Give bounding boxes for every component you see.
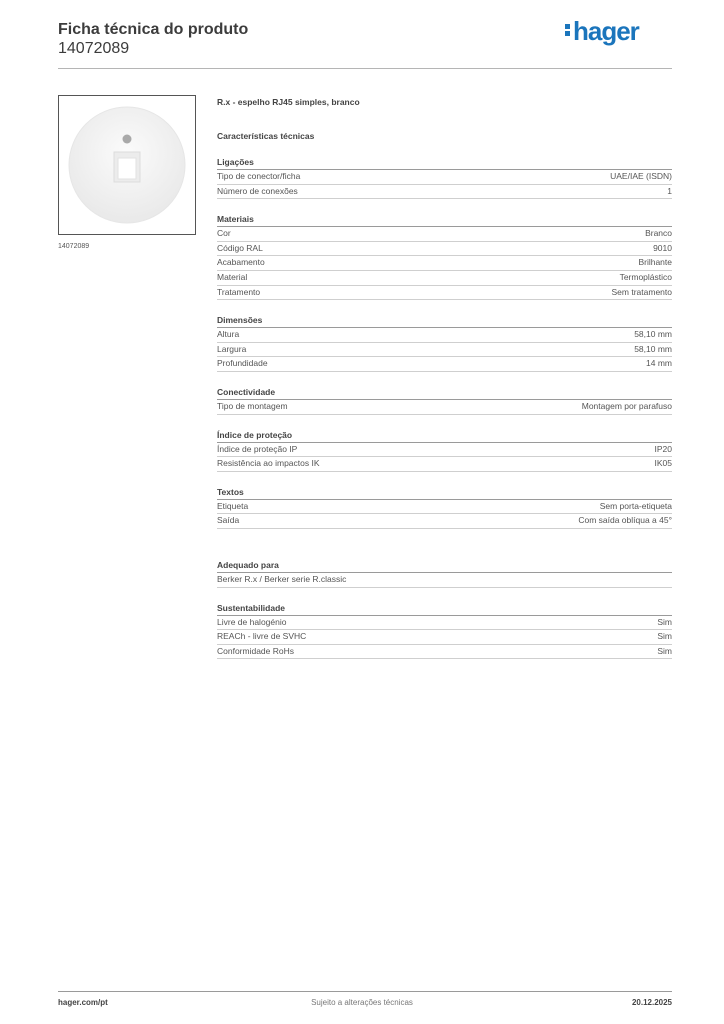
rj45-cover-plate-image: [58, 95, 196, 235]
spec-label: Tratamento: [217, 286, 261, 297]
spec-label: Número de conexões: [217, 185, 298, 196]
section-title: Textos: [217, 486, 672, 500]
spec-row: [217, 286, 672, 301]
spec-value: IK05: [654, 458, 672, 469]
spec-value: 14 mm: [646, 358, 672, 369]
footer-divider: [58, 991, 672, 992]
spec-section: [217, 213, 672, 300]
page-title: Ficha técnica do produto: [58, 21, 249, 38]
spec-row: [217, 271, 672, 286]
spec-row: [217, 514, 672, 529]
section-title: Adequado para: [217, 559, 672, 573]
spec-label: Material: [217, 271, 248, 282]
spec-row: [217, 500, 672, 515]
spec-label: Profundidade: [217, 358, 268, 369]
spec-label: Cor: [217, 228, 231, 239]
spec-row: [217, 357, 672, 372]
spec-row: [217, 343, 672, 358]
spec-label: Acabamento: [217, 257, 265, 268]
product-description: R.x - espelho RJ45 simples, branco: [217, 97, 360, 107]
spec-value: Sim: [657, 616, 672, 627]
spec-value: Sim: [657, 645, 672, 656]
spec-row: [217, 616, 672, 631]
spec-row: [217, 443, 672, 458]
spec-value: Sem tratamento: [611, 286, 672, 297]
spec-value: IP20: [654, 443, 672, 454]
logo-text: hager: [573, 16, 639, 46]
spec-section: [217, 486, 672, 529]
spec-label: Berker R.x / Berker serie R.classic: [217, 573, 347, 584]
spec-section: [217, 602, 672, 660]
spec-value: Sim: [657, 631, 672, 642]
header-divider: [58, 68, 672, 69]
spec-value: Branco: [645, 228, 672, 239]
spec-row: [217, 630, 672, 645]
tech-characteristics-title: Características técnicas: [217, 131, 315, 141]
section-title: Índice de proteção: [217, 429, 672, 443]
spec-value: Brilhante: [638, 257, 672, 268]
spec-row: [217, 645, 672, 660]
spec-row: [217, 573, 672, 588]
spec-section: [217, 559, 672, 588]
spec-row: [217, 170, 672, 185]
section-title: Ligações: [217, 156, 672, 170]
spec-row: [217, 256, 672, 271]
spec-section: [217, 314, 672, 372]
spec-section: [217, 429, 672, 472]
spec-label: Largura: [217, 343, 247, 354]
section-title: Materiais: [217, 213, 672, 227]
spec-value: UAE/IAE (ISDN): [610, 171, 672, 181]
section-title: Sustentabilidade: [217, 602, 672, 616]
spec-label: REACh - livre de SVHC: [217, 631, 307, 642]
spec-label: Conformidade RoHs: [217, 645, 295, 656]
spec-label: Código RAL: [217, 242, 263, 253]
spec-value: 9010: [653, 242, 672, 253]
spec-label: Índice de proteção IP: [217, 443, 298, 454]
spec-row: [217, 328, 672, 343]
spec-row: [217, 457, 672, 472]
cover-plate-icon: [59, 96, 195, 234]
spec-row: [217, 185, 672, 200]
spec-label: Tipo de conector/ficha: [217, 171, 301, 181]
image-caption: 14072089: [58, 243, 90, 250]
spec-label: Tipo de montagem: [217, 400, 288, 411]
spec-label: Etiqueta: [217, 500, 249, 511]
spec-label: Livre de halogénio: [217, 616, 287, 627]
spec-value: Montagem por parafuso: [581, 400, 672, 411]
spec-sections: [217, 156, 672, 659]
spec-section: [217, 156, 672, 199]
spec-value: Sem porta-etiqueta: [599, 500, 672, 511]
spec-label: Altura: [217, 329, 240, 340]
spec-row: [217, 227, 672, 242]
product-code: 14072089: [58, 40, 130, 57]
footer-website: hager.com/pt: [58, 998, 108, 1007]
section-title: Dimensões: [217, 314, 672, 328]
spec-value: 58,10 mm: [634, 343, 672, 354]
logo-dots-icon: [565, 22, 571, 38]
section-title: Conectividade: [217, 386, 672, 400]
footer-notice: Sujeito a alterações técnicas: [311, 998, 413, 1007]
spec-section: [217, 386, 672, 415]
spec-content: [217, 96, 672, 659]
spec-row: [217, 400, 672, 415]
spec-value: 1: [667, 185, 672, 196]
spec-value: Com saída oblíqua a 45°: [578, 515, 672, 526]
spec-label: Saída: [217, 515, 240, 526]
footer-date: 20.12.2025: [631, 998, 672, 1007]
spec-value: 58,10 mm: [634, 329, 672, 340]
spec-label: Resistência ao impactos IK: [217, 458, 320, 469]
spec-row: [217, 242, 672, 257]
hager-logo: [565, 16, 639, 46]
spec-value: Termoplástico: [619, 271, 672, 282]
